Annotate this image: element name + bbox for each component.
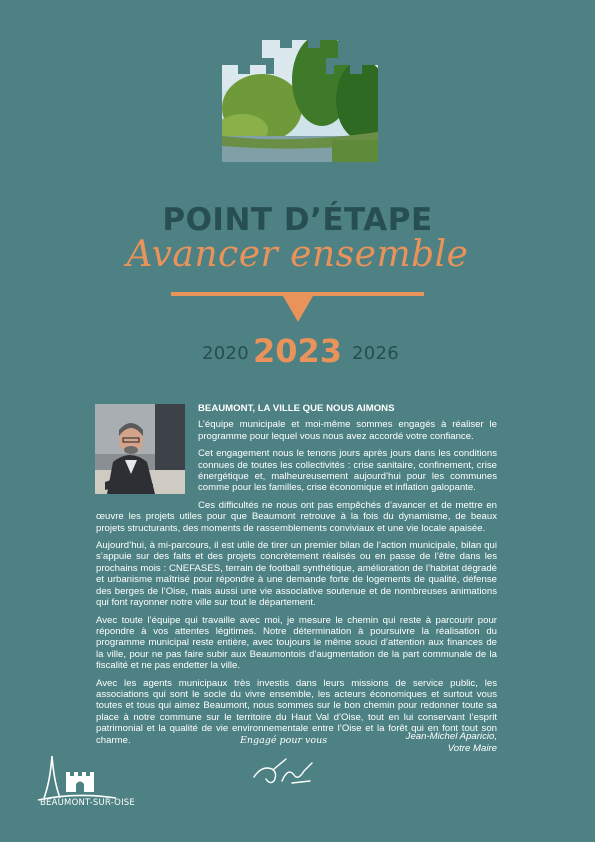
letter-paragraph-2: Cet engagement nous le tenons jours après jours dans les conditions connues de toutes les collectivités : crise sanitaire, confinement, crise énergétique et, malheureusement aujourd’hui pour les communes comme pour les familles, crise économique et inflation galopante. — [198, 448, 497, 494]
castle-tower-icon — [222, 40, 378, 174]
town-logo-text: BEAUMONT-SUR-OISE — [40, 798, 135, 808]
signer-block — [406, 731, 497, 755]
page-title: POINT D’ÉTAPE — [162, 202, 433, 238]
year-end: 2026 — [352, 343, 400, 364]
signature-icon — [252, 755, 316, 787]
handwritten-motto: Engagé pour vous — [240, 735, 328, 746]
year-start: 2020 — [202, 343, 250, 364]
letter-paragraph-5: Avec toute l’équipe qui travaille avec moi, je mesure le chemin qui reste à parcourir pour répondre à vos attentes légitimes. Notre détermination à poursuivre la réalisation du programme municipal reste entière, avec toujours le même souci d’attention aux finances de la ville, pour ne pas faire subir aux Beaumontois d’augmentation de la part communale de la fiscalité et ne pas endetter la ville. — [96, 614, 497, 672]
mayor-letter — [96, 403, 497, 752]
page-subtitle: Avancer ensemble — [126, 234, 469, 275]
letter-paragraph-3: Ces difficultés ne nous ont pas empêchés d’avancer et de mettre en œuvre les projets utiles pour que Beaumont retrouve à la fois du dynamisme, de beaux projets structurants, des moments de rassemblements conviviaux et une vie locale apaisée. — [96, 499, 497, 534]
letter-paragraph-6: Avec les agents municipaux très investis dans leurs missions de service public, les associations qui sont le socle du vivre ensemble, les acteurs économiques et surtout vous toutes et tous qui aimez Beaumont, nous sommes sur le bon chemin pour redonner toute sa place à notre commune sur le territoire du Haut Val d’Oise, tout en lui conservant l’esprit patrimonial et la qualité de vie environnementale entre l’Oise et la forêt qui en font tout son charme. — [96, 677, 497, 746]
years-row — [0, 332, 595, 372]
letter-heading: BEAUMONT, LA VILLE QUE NOUS AIMONS — [198, 403, 395, 414]
letter-intro — [198, 403, 497, 494]
year-current: 2023 — [252, 332, 343, 370]
signer-role: Votre Maire — [447, 743, 497, 754]
letter-paragraph-1: L’équipe municipale et moi-même sommes engagés à réaliser le programme pour lequel vous nous avez accordé votre confiance. — [198, 419, 497, 442]
letter-paragraph-4: Aujourd’hui, à mi-parcours, il est utile de tirer un premier bilan de l’action municipale, bilan qui s’appuie sur des faits et des projets concrètement réalisés ou en passe de l’être dans les prochains mois : CNEFASES, terrain de football synthétique, amélioration de l’habitat dégradé et urbanisme maîtrisé pour répondre à une demande forte de logements de qualité, défense des berges de l’Oise, mais aussi une vie associative soutenue et de nombreuses animations qui font rayonner notre ville sur tout le département. — [96, 540, 497, 609]
signer-name: Jean-Michel Aparicio, — [405, 731, 497, 742]
divider-arrow — [283, 296, 313, 322]
